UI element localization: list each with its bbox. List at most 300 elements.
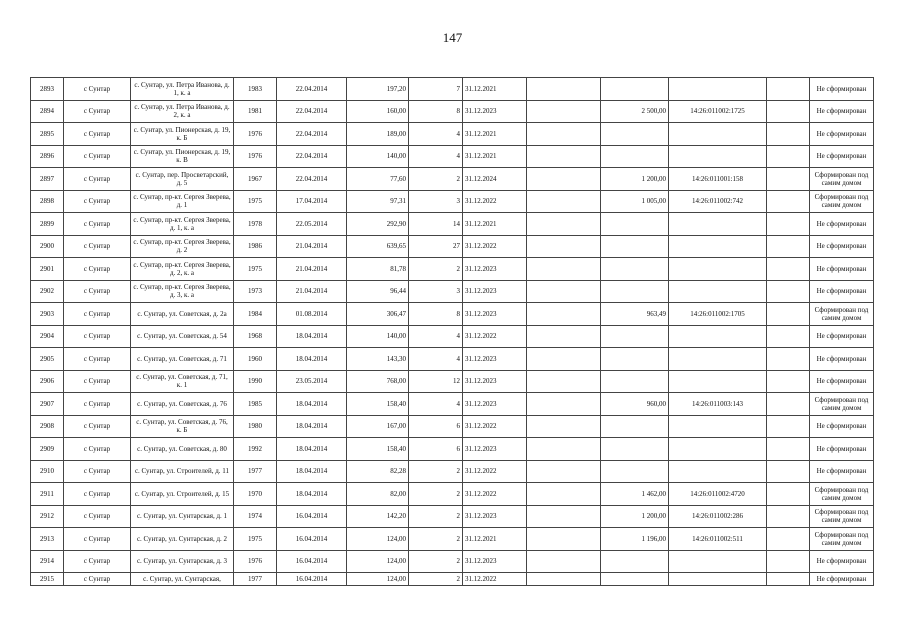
apartments-count-cell: 6 bbox=[409, 438, 463, 461]
table-row bbox=[31, 213, 874, 236]
land-status-cell: Сформирован под самим домом bbox=[810, 168, 874, 191]
row-number: 2911 bbox=[31, 483, 64, 506]
apartments-count-cell: 8 bbox=[409, 303, 463, 326]
area-cell: 124,00 bbox=[347, 550, 409, 573]
apartments-count-cell: 4 bbox=[409, 123, 463, 146]
deadline-cell: 31.12.2022 bbox=[463, 483, 527, 506]
settlement-cell: с Сунтар bbox=[64, 483, 131, 506]
empty-cell bbox=[767, 78, 810, 101]
empty-cell bbox=[527, 213, 601, 236]
apartments-count-cell: 27 bbox=[409, 235, 463, 258]
land-status-cell: Сформирован под самим домом bbox=[810, 505, 874, 528]
row-number: 2908 bbox=[31, 415, 64, 438]
empty-cell bbox=[527, 258, 601, 281]
apartments-count-cell: 2 bbox=[409, 460, 463, 483]
land-area-cell bbox=[601, 235, 669, 258]
settlement-cell: с Сунтар bbox=[64, 235, 131, 258]
deadline-cell: 31.12.2023 bbox=[463, 258, 527, 281]
row-number: 2900 bbox=[31, 235, 64, 258]
table-row bbox=[31, 190, 874, 213]
settlement-cell: с Сунтар bbox=[64, 393, 131, 416]
row-number: 2912 bbox=[31, 505, 64, 528]
table-row bbox=[31, 235, 874, 258]
apartments-count-cell: 4 bbox=[409, 348, 463, 371]
table-row bbox=[31, 258, 874, 281]
settlement-cell: с Сунтар bbox=[64, 213, 131, 236]
land-area-cell bbox=[601, 348, 669, 371]
row-number: 2904 bbox=[31, 325, 64, 348]
registration-date-cell: 16.04.2014 bbox=[277, 528, 347, 551]
registration-date-cell: 18.04.2014 bbox=[277, 415, 347, 438]
area-cell: 158,40 bbox=[347, 393, 409, 416]
land-status-cell: Не сформирован bbox=[810, 415, 874, 438]
row-number: 2896 bbox=[31, 145, 64, 168]
land-status-cell: Сформирован под самим домом bbox=[810, 483, 874, 506]
address-cell: с. Сунтар, ул. Советская, д. 2а bbox=[131, 303, 234, 326]
registration-date-cell: 17.04.2014 bbox=[277, 190, 347, 213]
year-built-cell: 1977 bbox=[234, 573, 277, 586]
row-number: 2898 bbox=[31, 190, 64, 213]
cadastral-number-cell bbox=[669, 235, 767, 258]
table-row bbox=[31, 370, 874, 393]
land-area-cell: 2 500,00 bbox=[601, 100, 669, 123]
empty-cell bbox=[767, 528, 810, 551]
table-row bbox=[31, 78, 874, 101]
apartments-count-cell: 2 bbox=[409, 505, 463, 528]
cadastral-number-cell: 14:26:011003:143 bbox=[669, 393, 767, 416]
settlement-cell: с Сунтар bbox=[64, 78, 131, 101]
apartments-count-cell: 8 bbox=[409, 100, 463, 123]
cadastral-number-cell bbox=[669, 123, 767, 146]
land-area-cell bbox=[601, 213, 669, 236]
cadastral-number-cell bbox=[669, 370, 767, 393]
apartments-count-cell: 4 bbox=[409, 393, 463, 416]
empty-cell bbox=[767, 438, 810, 461]
empty-cell bbox=[527, 370, 601, 393]
empty-cell bbox=[527, 528, 601, 551]
deadline-cell: 31.12.2023 bbox=[463, 505, 527, 528]
area-cell: 167,00 bbox=[347, 415, 409, 438]
row-number: 2915 bbox=[31, 573, 64, 586]
land-status-cell: Сформирован под самим домом bbox=[810, 528, 874, 551]
deadline-cell: 31.12.2021 bbox=[463, 213, 527, 236]
land-area-cell bbox=[601, 415, 669, 438]
table-row bbox=[31, 573, 874, 586]
year-built-cell: 1974 bbox=[234, 505, 277, 528]
registration-date-cell: 22.04.2014 bbox=[277, 168, 347, 191]
address-cell: с. Сунтар, ул. Петра Иванова, д. 2, к. а bbox=[131, 100, 234, 123]
cadastral-number-cell bbox=[669, 348, 767, 371]
deadline-cell: 31.12.2022 bbox=[463, 235, 527, 258]
empty-cell bbox=[767, 145, 810, 168]
land-status-cell: Сформирован под самим домом bbox=[810, 190, 874, 213]
year-built-cell: 1970 bbox=[234, 483, 277, 506]
land-area-cell bbox=[601, 325, 669, 348]
land-status-cell: Не сформирован bbox=[810, 438, 874, 461]
row-number: 2905 bbox=[31, 348, 64, 371]
table-row bbox=[31, 550, 874, 573]
settlement-cell: с Сунтар bbox=[64, 528, 131, 551]
deadline-cell: 31.12.2022 bbox=[463, 573, 527, 586]
deadline-cell: 31.12.2023 bbox=[463, 303, 527, 326]
settlement-cell: с Сунтар bbox=[64, 168, 131, 191]
land-status-cell: Не сформирован bbox=[810, 78, 874, 101]
empty-cell bbox=[527, 168, 601, 191]
deadline-cell: 31.12.2021 bbox=[463, 78, 527, 101]
address-cell: с. Сунтар, ул. Сунтарская, д. 3 bbox=[131, 550, 234, 573]
deadline-cell: 31.12.2023 bbox=[463, 438, 527, 461]
land-area-cell bbox=[601, 460, 669, 483]
year-built-cell: 1967 bbox=[234, 168, 277, 191]
address-cell: с. Сунтар, ул. Сунтарская, bbox=[131, 573, 234, 586]
area-cell: 160,00 bbox=[347, 100, 409, 123]
deadline-cell: 31.12.2023 bbox=[463, 370, 527, 393]
land-area-cell: 963,49 bbox=[601, 303, 669, 326]
row-number: 2895 bbox=[31, 123, 64, 146]
settlement-cell: с Сунтар bbox=[64, 460, 131, 483]
registration-date-cell: 01.08.2014 bbox=[277, 303, 347, 326]
year-built-cell: 1990 bbox=[234, 370, 277, 393]
cadastral-number-cell bbox=[669, 415, 767, 438]
land-status-cell: Не сформирован bbox=[810, 258, 874, 281]
year-built-cell: 1960 bbox=[234, 348, 277, 371]
land-status-cell: Не сформирован bbox=[810, 325, 874, 348]
apartments-count-cell: 4 bbox=[409, 325, 463, 348]
empty-cell bbox=[527, 303, 601, 326]
empty-cell bbox=[767, 348, 810, 371]
empty-cell bbox=[767, 460, 810, 483]
registration-date-cell: 16.04.2014 bbox=[277, 550, 347, 573]
land-status-cell: Не сформирован bbox=[810, 348, 874, 371]
table-row bbox=[31, 123, 874, 146]
empty-cell bbox=[527, 573, 601, 586]
registration-date-cell: 18.04.2014 bbox=[277, 460, 347, 483]
year-built-cell: 1975 bbox=[234, 528, 277, 551]
row-number: 2894 bbox=[31, 100, 64, 123]
deadline-cell: 31.12.2022 bbox=[463, 190, 527, 213]
deadline-cell: 31.12.2022 bbox=[463, 415, 527, 438]
registration-date-cell: 22.04.2014 bbox=[277, 123, 347, 146]
area-cell: 96,44 bbox=[347, 280, 409, 303]
settlement-cell: с Сунтар bbox=[64, 348, 131, 371]
apartments-count-cell: 6 bbox=[409, 415, 463, 438]
land-status-cell: Не сформирован bbox=[810, 573, 874, 586]
registration-date-cell: 22.05.2014 bbox=[277, 213, 347, 236]
settlement-cell: с Сунтар bbox=[64, 438, 131, 461]
land-area-cell bbox=[601, 145, 669, 168]
year-built-cell: 1986 bbox=[234, 235, 277, 258]
deadline-cell: 31.12.2022 bbox=[463, 460, 527, 483]
deadline-cell: 31.12.2021 bbox=[463, 123, 527, 146]
year-built-cell: 1984 bbox=[234, 303, 277, 326]
address-cell: с. Сунтар, пр-кт. Сергея Зверева, д. 1, к. а bbox=[131, 213, 234, 236]
address-cell: с. Сунтар, ул. Петра Иванова, д. 1, к. а bbox=[131, 78, 234, 101]
empty-cell bbox=[527, 415, 601, 438]
empty-cell bbox=[767, 325, 810, 348]
registration-date-cell: 18.04.2014 bbox=[277, 483, 347, 506]
land-status-cell: Сформирован под самим домом bbox=[810, 393, 874, 416]
land-area-cell: 1 005,00 bbox=[601, 190, 669, 213]
cadastral-number-cell bbox=[669, 573, 767, 586]
cadastral-number-cell: 14:26:011002:1705 bbox=[669, 303, 767, 326]
area-cell: 142,20 bbox=[347, 505, 409, 528]
deadline-cell: 31.12.2023 bbox=[463, 393, 527, 416]
land-status-cell: Не сформирован bbox=[810, 370, 874, 393]
apartments-count-cell: 2 bbox=[409, 258, 463, 281]
apartments-count-cell: 12 bbox=[409, 370, 463, 393]
row-number: 2909 bbox=[31, 438, 64, 461]
apartments-count-cell: 3 bbox=[409, 280, 463, 303]
empty-cell bbox=[527, 325, 601, 348]
deadline-cell: 31.12.2023 bbox=[463, 100, 527, 123]
page-number: 147 bbox=[442, 30, 463, 45]
cadastral-number-cell: 14:26:011002:286 bbox=[669, 505, 767, 528]
registration-date-cell: 22.04.2014 bbox=[277, 145, 347, 168]
land-area-cell bbox=[601, 573, 669, 586]
registration-date-cell: 18.04.2014 bbox=[277, 325, 347, 348]
cadastral-number-cell: 14:26:011001:158 bbox=[669, 168, 767, 191]
cadastral-number-cell: 14:26:011002:742 bbox=[669, 190, 767, 213]
empty-cell bbox=[767, 213, 810, 236]
registration-date-cell: 22.04.2014 bbox=[277, 100, 347, 123]
empty-cell bbox=[767, 573, 810, 586]
deadline-cell: 31.12.2023 bbox=[463, 280, 527, 303]
settlement-cell: с Сунтар bbox=[64, 145, 131, 168]
cadastral-number-cell: 14:26:011002:511 bbox=[669, 528, 767, 551]
empty-cell bbox=[767, 258, 810, 281]
empty-cell bbox=[527, 460, 601, 483]
year-built-cell: 1977 bbox=[234, 460, 277, 483]
table-row bbox=[31, 505, 874, 528]
cadastral-number-cell bbox=[669, 78, 767, 101]
land-status-cell: Не сформирован bbox=[810, 280, 874, 303]
row-number: 2901 bbox=[31, 258, 64, 281]
table-row bbox=[31, 348, 874, 371]
land-status-cell: Не сформирован bbox=[810, 550, 874, 573]
registration-date-cell: 23.05.2014 bbox=[277, 370, 347, 393]
land-area-cell: 960,00 bbox=[601, 393, 669, 416]
year-built-cell: 1976 bbox=[234, 145, 277, 168]
land-status-cell: Не сформирован bbox=[810, 100, 874, 123]
table-row bbox=[31, 145, 874, 168]
row-number: 2914 bbox=[31, 550, 64, 573]
row-number: 2893 bbox=[31, 78, 64, 101]
deadline-cell: 31.12.2023 bbox=[463, 550, 527, 573]
settlement-cell: с Сунтар bbox=[64, 100, 131, 123]
table-row bbox=[31, 415, 874, 438]
registration-date-cell: 21.04.2014 bbox=[277, 235, 347, 258]
row-number: 2899 bbox=[31, 213, 64, 236]
year-built-cell: 1978 bbox=[234, 213, 277, 236]
settlement-cell: с Сунтар bbox=[64, 280, 131, 303]
empty-cell bbox=[527, 190, 601, 213]
settlement-cell: с Сунтар bbox=[64, 325, 131, 348]
deadline-cell: 31.12.2021 bbox=[463, 145, 527, 168]
row-number: 2906 bbox=[31, 370, 64, 393]
deadline-cell: 31.12.2022 bbox=[463, 325, 527, 348]
address-cell: с. Сунтар, ул. Советская, д. 76, к. Б bbox=[131, 415, 234, 438]
land-area-cell: 1 196,00 bbox=[601, 528, 669, 551]
apartments-count-cell: 2 bbox=[409, 573, 463, 586]
area-cell: 124,00 bbox=[347, 528, 409, 551]
address-cell: с. Сунтар, пр-кт. Сергея Зверева, д. 3, к. а bbox=[131, 280, 234, 303]
address-cell: с. Сунтар, ул. Советская, д. 71, к. 1 bbox=[131, 370, 234, 393]
year-built-cell: 1992 bbox=[234, 438, 277, 461]
empty-cell bbox=[767, 370, 810, 393]
apartments-count-cell: 14 bbox=[409, 213, 463, 236]
address-cell: с. Сунтар, ул. Советская, д. 71 bbox=[131, 348, 234, 371]
registration-date-cell: 21.04.2014 bbox=[277, 258, 347, 281]
empty-cell bbox=[767, 235, 810, 258]
settlement-cell: с Сунтар bbox=[64, 258, 131, 281]
empty-cell bbox=[767, 280, 810, 303]
settlement-cell: с Сунтар bbox=[64, 303, 131, 326]
row-number: 2903 bbox=[31, 303, 64, 326]
area-cell: 143,30 bbox=[347, 348, 409, 371]
address-cell: с. Сунтар, ул. Сунтарская, д. 2 bbox=[131, 528, 234, 551]
area-cell: 189,00 bbox=[347, 123, 409, 146]
land-area-cell bbox=[601, 550, 669, 573]
settlement-cell: с Сунтар bbox=[64, 123, 131, 146]
address-cell: с. Сунтар, пр-кт. Сергея Зверева, д. 1 bbox=[131, 190, 234, 213]
table-row bbox=[31, 460, 874, 483]
address-cell: с. Сунтар, ул. Советская, д. 76 bbox=[131, 393, 234, 416]
area-cell: 140,00 bbox=[347, 145, 409, 168]
empty-cell bbox=[767, 393, 810, 416]
row-number: 2910 bbox=[31, 460, 64, 483]
area-cell: 292,90 bbox=[347, 213, 409, 236]
land-status-cell: Не сформирован bbox=[810, 123, 874, 146]
area-cell: 158,40 bbox=[347, 438, 409, 461]
year-built-cell: 1981 bbox=[234, 100, 277, 123]
address-cell: с. Сунтар, ул. Строителей, д. 15 bbox=[131, 483, 234, 506]
area-cell: 77,60 bbox=[347, 168, 409, 191]
empty-cell bbox=[527, 78, 601, 101]
land-area-cell bbox=[601, 438, 669, 461]
cadastral-number-cell bbox=[669, 550, 767, 573]
empty-cell bbox=[767, 100, 810, 123]
table-row bbox=[31, 325, 874, 348]
empty-cell bbox=[527, 235, 601, 258]
address-cell: с. Сунтар, ул. Пионерская, д. 19, к. Б bbox=[131, 123, 234, 146]
registration-date-cell: 18.04.2014 bbox=[277, 438, 347, 461]
address-cell: с. Сунтар, ул. Пионерская, д. 19, к. В bbox=[131, 145, 234, 168]
registration-date-cell: 22.04.2014 bbox=[277, 78, 347, 101]
registration-date-cell: 16.04.2014 bbox=[277, 505, 347, 528]
empty-cell bbox=[527, 280, 601, 303]
area-cell: 140,00 bbox=[347, 325, 409, 348]
year-built-cell: 1973 bbox=[234, 280, 277, 303]
land-status-cell: Не сформирован bbox=[810, 460, 874, 483]
year-built-cell: 1968 bbox=[234, 325, 277, 348]
apartments-count-cell: 2 bbox=[409, 483, 463, 506]
empty-cell bbox=[527, 100, 601, 123]
apartments-count-cell: 7 bbox=[409, 78, 463, 101]
empty-cell bbox=[767, 415, 810, 438]
year-built-cell: 1980 bbox=[234, 415, 277, 438]
apartments-count-cell: 2 bbox=[409, 528, 463, 551]
land-status-cell: Сформирован под самим домом bbox=[810, 303, 874, 326]
cadastral-number-cell: 14:26:011002:1725 bbox=[669, 100, 767, 123]
land-area-cell bbox=[601, 370, 669, 393]
area-cell: 768,00 bbox=[347, 370, 409, 393]
empty-cell bbox=[767, 303, 810, 326]
empty-cell bbox=[767, 168, 810, 191]
land-status-cell: Не сформирован bbox=[810, 145, 874, 168]
deadline-cell: 31.12.2023 bbox=[463, 348, 527, 371]
row-number: 2907 bbox=[31, 393, 64, 416]
empty-cell bbox=[527, 550, 601, 573]
address-cell: с. Сунтар, пр-кт. Сергея Зверева, д. 2 bbox=[131, 235, 234, 258]
registry-body bbox=[31, 78, 874, 586]
land-area-cell bbox=[601, 78, 669, 101]
empty-cell bbox=[527, 505, 601, 528]
cadastral-number-cell: 14:26:011002:4720 bbox=[669, 483, 767, 506]
year-built-cell: 1975 bbox=[234, 258, 277, 281]
empty-cell bbox=[527, 145, 601, 168]
empty-cell bbox=[527, 483, 601, 506]
apartments-count-cell: 4 bbox=[409, 145, 463, 168]
empty-cell bbox=[767, 483, 810, 506]
table-row bbox=[31, 168, 874, 191]
cadastral-number-cell bbox=[669, 460, 767, 483]
settlement-cell: с Сунтар bbox=[64, 190, 131, 213]
address-cell: с. Сунтар, ул. Строителей, д. 11 bbox=[131, 460, 234, 483]
land-status-cell: Не сформирован bbox=[810, 235, 874, 258]
table-row bbox=[31, 483, 874, 506]
land-area-cell: 1 200,00 bbox=[601, 505, 669, 528]
apartments-count-cell: 2 bbox=[409, 550, 463, 573]
year-built-cell: 1976 bbox=[234, 123, 277, 146]
settlement-cell: с Сунтар bbox=[64, 550, 131, 573]
registration-date-cell: 16.04.2014 bbox=[277, 573, 347, 586]
registration-date-cell: 18.04.2014 bbox=[277, 348, 347, 371]
cadastral-number-cell bbox=[669, 258, 767, 281]
year-built-cell: 1983 bbox=[234, 78, 277, 101]
cadastral-number-cell bbox=[669, 145, 767, 168]
registration-date-cell: 18.04.2014 bbox=[277, 393, 347, 416]
registration-date-cell: 21.04.2014 bbox=[277, 280, 347, 303]
land-area-cell: 1 462,00 bbox=[601, 483, 669, 506]
area-cell: 82,00 bbox=[347, 483, 409, 506]
area-cell: 197,20 bbox=[347, 78, 409, 101]
table-row bbox=[31, 393, 874, 416]
deadline-cell: 31.12.2024 bbox=[463, 168, 527, 191]
cadastral-number-cell bbox=[669, 438, 767, 461]
address-cell: с. Сунтар, ул. Советская, д. 54 bbox=[131, 325, 234, 348]
cadastral-number-cell bbox=[669, 325, 767, 348]
area-cell: 81,78 bbox=[347, 258, 409, 281]
address-cell: с. Сунтар, ул. Сунтарская, д. 1 bbox=[131, 505, 234, 528]
row-number: 2913 bbox=[31, 528, 64, 551]
table-row bbox=[31, 100, 874, 123]
row-number: 2897 bbox=[31, 168, 64, 191]
empty-cell bbox=[767, 190, 810, 213]
land-area-cell bbox=[601, 258, 669, 281]
table-row bbox=[31, 280, 874, 303]
area-cell: 639,65 bbox=[347, 235, 409, 258]
year-built-cell: 1975 bbox=[234, 190, 277, 213]
land-status-cell: Не сформирован bbox=[810, 213, 874, 236]
empty-cell bbox=[767, 550, 810, 573]
housing-registry-table bbox=[30, 77, 874, 586]
year-built-cell: 1985 bbox=[234, 393, 277, 416]
empty-cell bbox=[527, 438, 601, 461]
empty-cell bbox=[527, 393, 601, 416]
area-cell: 97,31 bbox=[347, 190, 409, 213]
table-row bbox=[31, 303, 874, 326]
empty-cell bbox=[767, 505, 810, 528]
